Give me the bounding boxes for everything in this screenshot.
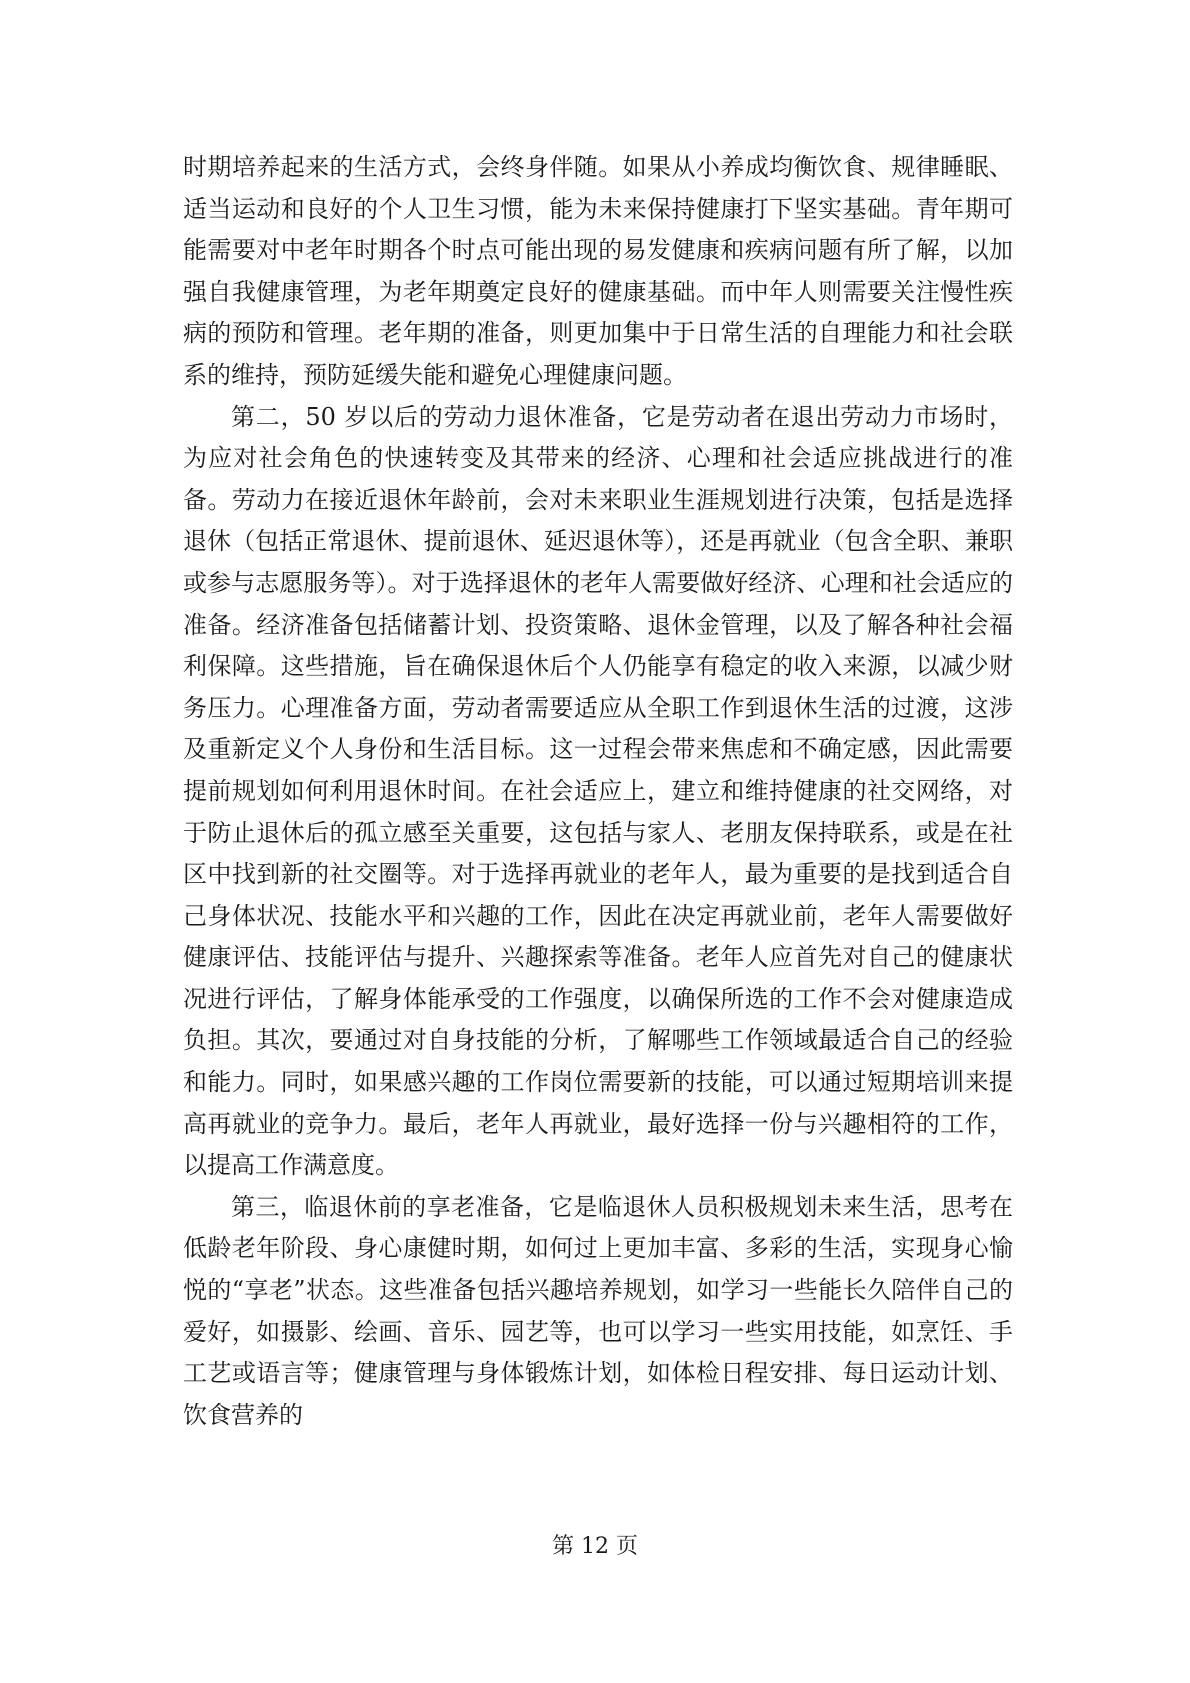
paragraph: 第二，50 岁以后的劳动力退休准备，它是劳动者在退出劳动力市场时，为应对社会角色的快速转变及其带来的经济、心理和社会适应挑战进行的准备。劳动力在接近退休年龄前，会对未来职业生涯规划进行决策，包括是选择退休（包括正常退休、提前退休、延迟退休等），还是再就业（包含全职、兼职或参与志愿服务等）。对于选择退休的老年人需要做好经济、心理和社会适应的准备。经济准备包括储蓄计划、投资策略、退休金管理，以及了解各种社会福利保障。这些措施，旨在确保退休后个人仍能享有稳定的收入来源，以减少财务压力。心理准备方面，劳动者需要适应从全职工作到退休生活的过渡，这涉及重新定义个人身份和生活目标。这一过程会带来焦虑和不确定感，因此需要提前规划如何利用退休时间。在社会适应上，建立和维持健康的社交网络，对于防止退休后的孤立感至关重要，这包括与家人、老朋友保持联系，或是在社区中找到新的社交圈等。对于选择再就业的老年人，最为重要的是找到适合自己身体状况、技能水平和兴趣的工作，因此在决定再就业前，老年人需要做好健康评估、技能评估与提升、兴趣探索等准备。老年人应首先对自己的健康状况进行评估，了解身体能承受的工作强度，以确保所选的工作不会对健康造成负担。其次，要通过对自身技能的分析，了解哪些工作领域最适合自己的经验和能力。同时，如果感兴趣的工作岗位需要新的技能，可以通过短期培训来提高再就业的竞争力。最后，老年人再就业，最好选择一份与兴趣相符的工作，以提高工作满意度。: [183, 402, 1013, 1180]
body-text: [183, 147, 1013, 1436]
page-number: 第 12 页: [552, 1534, 638, 1559]
paragraph: 第三，临退休前的享老准备，它是临退休人员积极规划未来生活，思考在低龄老年阶段、身心康健时期，如何过上更加丰富、多彩的生活，实现身心愉悦的“享老”状态。这些准备包括兴趣培养规划，如学习一些能长久陪伴自己的爱好，如摄影、绘画、音乐、园艺等，也可以学习一些实用技能，如烹饪、手工艺或语言等；健康管理与身体锻炼计划，如体检日程安排、每日运动计划、饮食营养的: [183, 1192, 1013, 1429]
paragraph: 时期培养起来的生活方式，会终身伴随。如果从小养成均衡饮食、规律睡眠、适当运动和良好的个人卫生习惯，能为未来保持健康打下坚实基础。青年期可能需要对中老年时期各个时点可能出现的易发健康和疾病问题有所了解，以加强自我健康管理，为老年期奠定良好的健康基础。而中年人则需要关注慢性疾病的预防和管理。老年期的准备，则更加集中于日常生活的自理能力和社会联系的维持，预防延缓失能和避免心理健康问题。: [183, 153, 1013, 389]
